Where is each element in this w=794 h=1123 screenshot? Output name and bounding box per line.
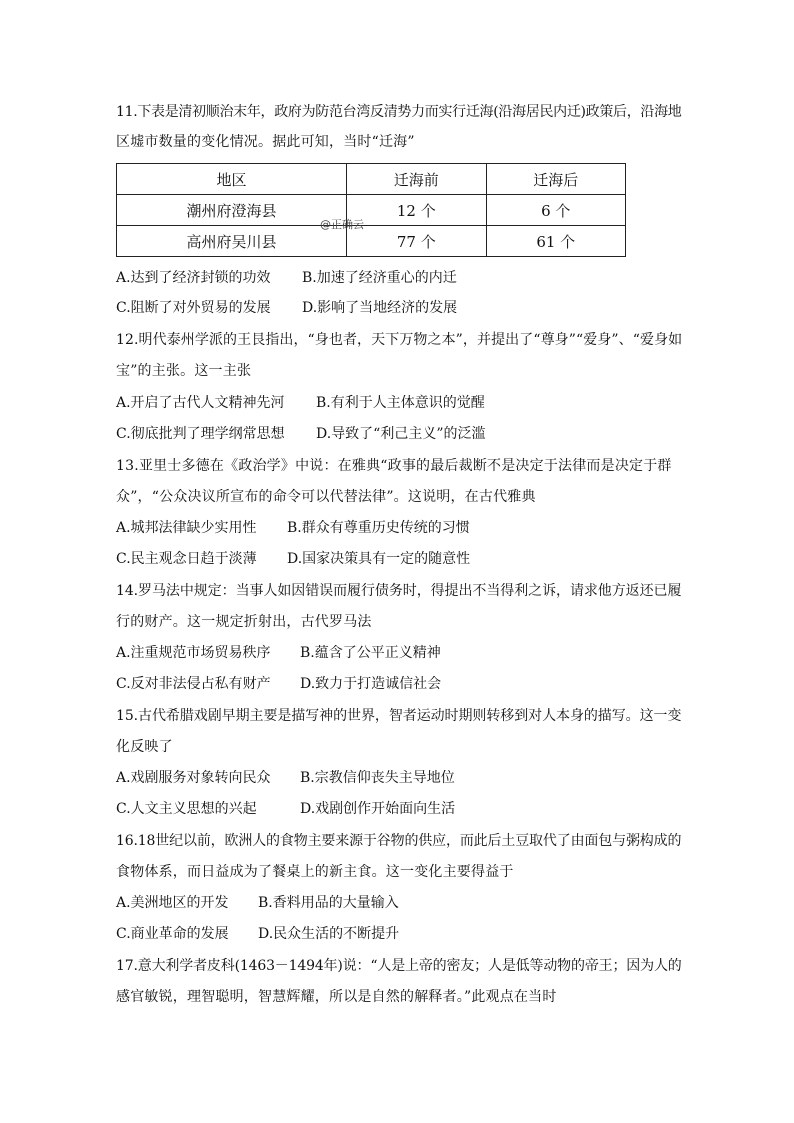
q15-stem-line1: 15.古代希腊戏剧早期主要是描写神的世界，智者运动时期则转移到对人本身的描写。这一变 bbox=[116, 708, 682, 724]
q11-option-c: C.阻断了对外贸易的发展 bbox=[116, 300, 271, 316]
table-header-row bbox=[117, 164, 626, 195]
q13-stem-line1: 13.亚里士多德在《政治学》中说：在雅典“政事的最后裁断不是决定于法律而是决定于群 bbox=[116, 458, 672, 474]
q16-stem-line1: 16.18世纪以前，欧洲人的食物主要来源于谷物的供应，而此后土豆取代了由面包与粥构成的 bbox=[116, 833, 682, 849]
table-cell: 6 个 bbox=[486, 195, 625, 226]
q15-option-c: C.人文主义思想的兴起 bbox=[116, 801, 257, 817]
q13-option-b: B.群众有尊重历史传统的习惯 bbox=[287, 520, 470, 536]
q11-stem-line1: 11.下表是清初顺治末年，政府为防范台湾反清势力而实行迁海(沿海居民内迁)政策后，沿海地 bbox=[116, 104, 682, 120]
table-row bbox=[117, 195, 626, 226]
q16-option-c: C.商业革命的发展 bbox=[116, 926, 229, 942]
market-count-table bbox=[116, 163, 626, 257]
q14-option-c: C.反对非法侵占私有财产 bbox=[116, 676, 271, 692]
q16-option-a: A.美洲地区的开发 bbox=[116, 895, 229, 911]
table-header-cell: 迁海前 bbox=[347, 164, 486, 195]
q13-stem-line2: 众”，“公众决议所宣布的命令可以代替法律”。这说明，在古代雅典 bbox=[116, 489, 536, 505]
table-cell: 高州府吴川县 bbox=[117, 226, 347, 257]
q16-option-d: D.民众生活的不断提升 bbox=[258, 926, 400, 942]
q11-option-a: A.达到了经济封锁的功效 bbox=[116, 270, 271, 286]
table-cell: 61 个 bbox=[486, 226, 625, 257]
q11-option-d: D.影响了当地经济的发展 bbox=[302, 300, 458, 316]
q12-option-a: A.开启了古代人文精神先河 bbox=[116, 395, 285, 411]
q12-option-c: C.彻底批判了理学纲常思想 bbox=[116, 426, 285, 442]
table-row bbox=[117, 226, 626, 257]
q14-option-a: A.注重规范市场贸易秩序 bbox=[116, 645, 271, 661]
table-cell: 77 个 bbox=[347, 226, 486, 257]
q17-stem-line2: 感官敏锐，理智聪明，智慧辉耀，所以是自然的解释者。”此观点在当时 bbox=[116, 989, 557, 1005]
q15-option-a: A.戏剧服务对象转向民众 bbox=[116, 770, 271, 786]
q15-option-b: B.宗教信仰丧失主导地位 bbox=[300, 770, 455, 786]
watermark: @正确云 bbox=[320, 218, 364, 231]
q15-stem-line2: 化反映了 bbox=[116, 739, 173, 755]
table-cell: 潮州府澄海县 bbox=[117, 195, 347, 226]
q12-option-d: D.导致了“利己主义”的泛滥 bbox=[316, 426, 486, 442]
q14-option-b: B.蕴含了公平正义精神 bbox=[300, 645, 441, 661]
table-cell: 12 个 bbox=[347, 195, 486, 226]
q16-option-b: B.香料用品的大量输入 bbox=[258, 895, 399, 911]
q14-stem-line1: 14.罗马法中规定：当事人如因错误而履行债务时，得提出不当得利之诉，请求他方返还已履 bbox=[116, 583, 682, 599]
table-header-cell: 地区 bbox=[117, 164, 347, 195]
q12-stem-line1: 12.明代泰州学派的王艮指出，“身也者，天下万物之本”，并提出了“尊身”“爱身”、“爱身如 bbox=[116, 332, 683, 348]
q14-stem-line2: 行的财产。这一规定折射出，古代罗马法 bbox=[116, 614, 372, 630]
q15-option-d: D.戏剧创作开始面向生活 bbox=[300, 801, 456, 817]
q16-stem-line2: 食物体系，而日益成为了餐桌上的新主食。这一变化主要得益于 bbox=[116, 864, 514, 880]
q12-stem-line2: 宝”的主张。这一主张 bbox=[116, 363, 252, 379]
table-header-cell: 迁海后 bbox=[486, 164, 625, 195]
q13-option-a: A.城邦法律缺少实用性 bbox=[116, 520, 257, 536]
q12-option-b: B.有利于人主体意识的觉醒 bbox=[316, 395, 485, 411]
q17-stem-line1: 17.意大利学者皮科(1463－1494年)说：“人是上帝的密友；人是低等动物的帝王；因为人的 bbox=[116, 958, 682, 974]
q14-option-d: D.致力于打造诚信社会 bbox=[300, 676, 442, 692]
q13-option-d: D.国家决策具有一定的随意性 bbox=[287, 551, 471, 567]
q13-option-c: C.民主观念日趋于淡薄 bbox=[116, 551, 257, 567]
q11-stem-line2: 区墟市数量的变化情况。据此可知，当时“迁海” bbox=[116, 134, 415, 150]
q11-option-b: B.加速了经济重心的内迁 bbox=[302, 270, 457, 286]
